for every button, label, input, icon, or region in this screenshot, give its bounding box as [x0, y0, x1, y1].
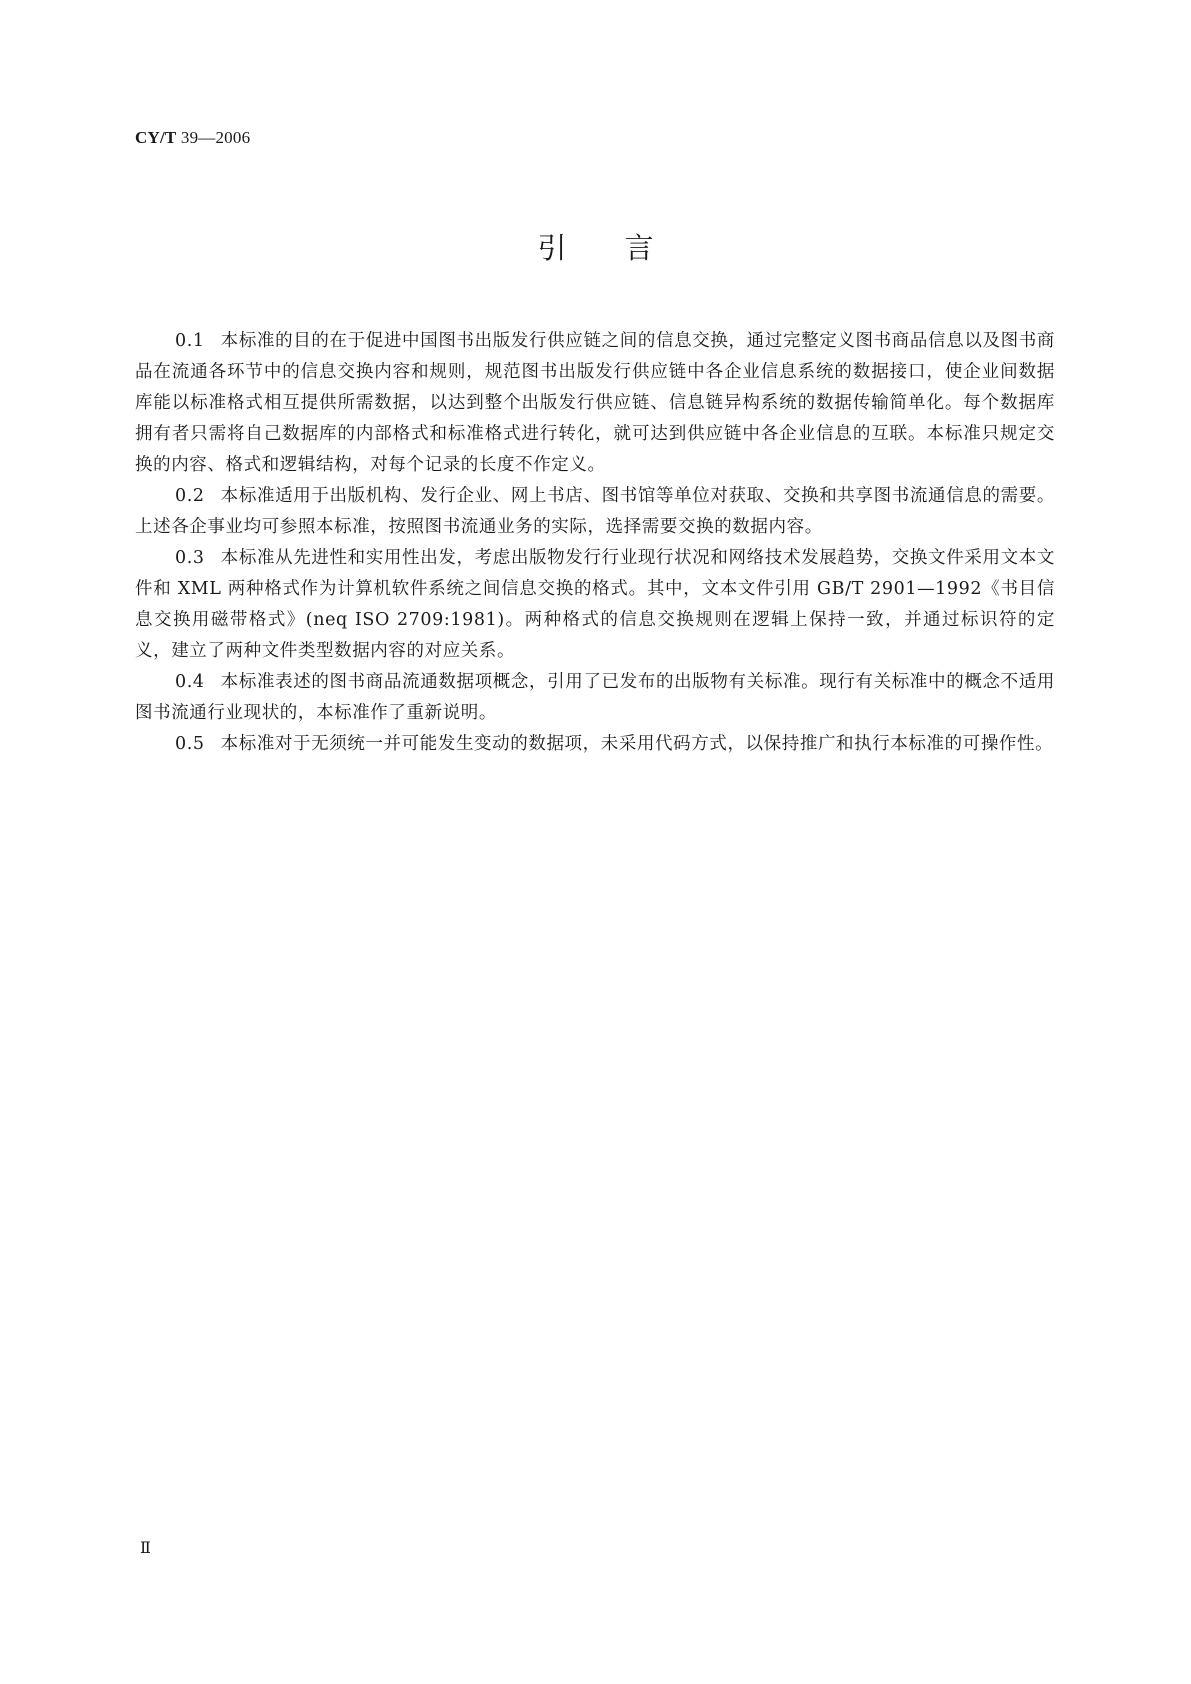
paragraph-0-5	[135, 729, 1055, 760]
page-title: 引言	[537, 231, 712, 265]
paragraph-0-2	[135, 481, 1055, 543]
clause-text: 本标准表述的图书商品流通数据项概念，引用了已发布的出版物有关标准。现行有关标准中的概念不适用图书流通行业现状的，本标准作了重新说明。	[135, 672, 1055, 723]
standard-code	[135, 128, 250, 148]
clause-text: 本标准对于无须统一并可能发生变动的数据项，未采用代码方式，以保持推广和执行本标准的可操作性。	[220, 734, 1054, 754]
standard-code-prefix: CY/T	[135, 128, 177, 147]
standard-code-number: 39—2006	[176, 128, 251, 147]
document-body	[135, 326, 1055, 760]
clause-number: 0.5	[175, 734, 205, 754]
clause-number: 0.2	[175, 486, 205, 506]
paragraph-0-3	[135, 543, 1055, 667]
paragraph-0-1	[135, 326, 1055, 481]
clause-number: 0.4	[175, 672, 205, 692]
clause-number: 0.3	[175, 548, 205, 568]
clause-text: 本标准的目的在于促进中国图书出版发行供应链之间的信息交换，通过完整定义图书商品信息以及图书商品在流通各环节中的信息交换内容和规则，规范图书出版发行供应链中各企业信息系统的数据接口，使企业间数据库能以标准格式相互提供所需数据，以达到整个出版发行供应链、信息链异构系统的数据传输简单化。每个数据库拥有者只需将自己数据库的内部格式和标准格式进行转化，就可达到供应链中各企业信息的互联。本标准只规定交换的内容、格式和逻辑结构，对每个记录的长度不作定义。	[135, 331, 1055, 475]
clause-text: 本标准从先进性和实用性出发，考虑出版物发行行业现行状况和网络技术发展趋势，交换文件采用文本文件和 XML 两种格式作为计算机软件系统之间信息交换的格式。其中，文本文件引用 GB/T 2901—1992《书目信息交换用磁带格式》(neq ISO 2709:1981)。两种格式的信息交换规则在逻辑上保持一致，并通过标识符的定义，建立了两种文件类型数据内容的对应关系。	[135, 548, 1055, 661]
page-number: Ⅱ	[140, 1538, 151, 1557]
clause-text: 本标准适用于出版机构、发行企业、网上书店、图书馆等单位对获取、交换和共享图书流通信息的需要。上述各企事业均可参照本标准，按照图书流通业务的实际，选择需要交换的数据内容。	[135, 486, 1055, 537]
clause-number: 0.1	[175, 331, 205, 351]
paragraph-0-4	[135, 667, 1055, 729]
